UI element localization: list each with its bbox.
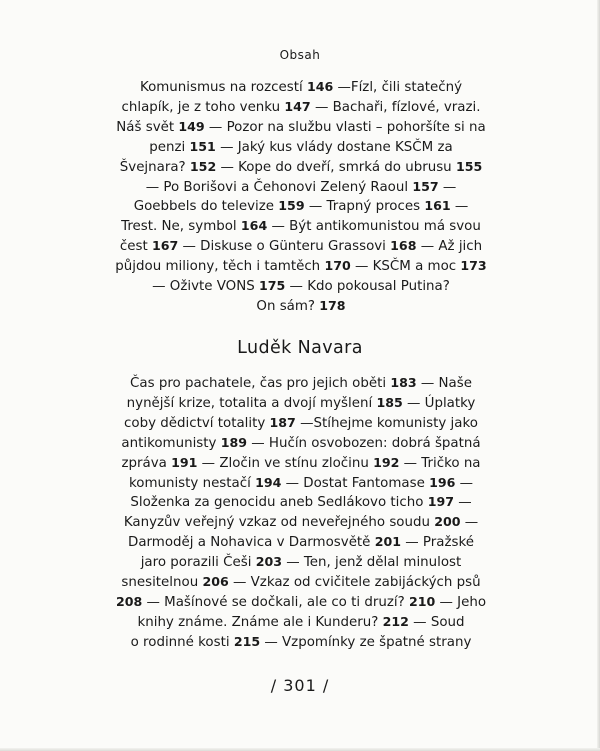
toc-section-2 [96, 374, 506, 653]
toc-entry-text: — Zločin ve stínu zločinu [197, 455, 374, 471]
toc-entry-text: — Soud [408, 614, 465, 630]
toc-line [96, 217, 506, 237]
toc-line [96, 533, 506, 553]
toc-entry-text: o rodinné kosti [130, 634, 234, 650]
page-number: / 301 / [270, 676, 330, 695]
toc-entry-text: Trest. Ne, symbol [121, 219, 241, 235]
toc-entry-text: — Pražské [400, 535, 474, 551]
toc-line [96, 118, 506, 138]
toc-entry-text: —Stíhejme komunisty jako [295, 415, 478, 431]
toc-page-number: 203 [255, 554, 282, 570]
toc-entry-text: — Oživte VONS [152, 279, 259, 295]
toc-line [96, 493, 506, 513]
toc-page-number: 183 [390, 375, 417, 390]
toc-entry-text: — [454, 495, 472, 511]
toc-line [96, 257, 506, 277]
toc-page-number: 146 [306, 79, 334, 94]
toc-page-number: 187 [269, 414, 296, 430]
toc-page-number: 178 [319, 297, 346, 313]
toc-line [96, 237, 506, 257]
toc-page-number: 173 [460, 258, 487, 274]
toc-entry-text: Čas pro pachatele, čas pro jejich oběti [130, 376, 391, 391]
toc-line [96, 98, 506, 118]
toc-page-number: 159 [278, 198, 305, 214]
toc-entry-text: — Mašínové se dočkali, ale co ti druzí? [142, 594, 409, 610]
toc-entry-text: Náš svět [116, 119, 179, 135]
toc-page-number: 194 [255, 474, 282, 490]
toc-page-number: 164 [240, 218, 268, 234]
toc-entry-text: chlapík, je z toho venku [121, 99, 285, 115]
toc-entry-text: Komunismus na rozcestí [139, 80, 307, 95]
toc-entry-text: nynější krize, totalita a dvojí myšlení [126, 395, 377, 411]
toc-page-number: 212 [382, 613, 409, 629]
toc-entry-text: zpráva [121, 455, 172, 471]
toc-line [96, 474, 506, 494]
toc-entry-text: — [450, 199, 469, 215]
toc-page-number: 196 [429, 474, 456, 490]
toc-entry-text: Složenka za genocidu aneb Sedlákovo ticho [130, 495, 428, 511]
author-heading: Luděk Navara [237, 338, 363, 358]
toc-entry-text: Kanyzův veřejný vzkaz od neveřejného soudu [123, 515, 435, 531]
toc-line [96, 513, 506, 533]
toc-page-number: 167 [151, 238, 179, 254]
toc-page-number: 208 [115, 593, 143, 609]
toc-page-number: 152 [189, 158, 217, 174]
toc-page-number: 168 [390, 238, 417, 254]
toc-entry-text: — Hučín osvobozen: dobrá špatná [247, 435, 481, 451]
toc-entry-text: — Dostat Fantomase [281, 475, 430, 491]
toc-page-number: 185 [376, 394, 403, 410]
toc-entry-text: — Být antikomunistou má svou [267, 219, 481, 235]
toc-line [96, 78, 506, 98]
toc-line [96, 197, 506, 217]
toc-entry-text: — Po Borišovi a Čehonovi Zelený Raoul [145, 179, 413, 195]
toc-entry-text: — Tričko na [399, 455, 481, 471]
running-head: Obsah [279, 48, 321, 62]
toc-line [96, 158, 506, 178]
toc-page-number: 175 [259, 278, 286, 294]
toc-entry-text: jaro porazili Češi [140, 555, 256, 571]
toc-entry-text: — Pozor na službu vlasti – pohoršíte si na [204, 119, 486, 135]
toc-page-number: 157 [412, 178, 439, 194]
toc-line [96, 613, 506, 633]
toc-entry-text: antikomunisty [121, 435, 221, 451]
toc-line [96, 414, 506, 434]
toc-section-1 [96, 78, 506, 317]
toc-entry-text: — Ten, jenž dělal minulost [281, 555, 462, 571]
toc-page-number: 215 [233, 633, 261, 649]
toc-page-number: 200 [434, 514, 461, 530]
toc-page-number: 147 [284, 98, 311, 114]
toc-page-number: 151 [189, 138, 216, 154]
toc-entry-text: — Naše [416, 376, 472, 391]
toc-line [96, 394, 506, 414]
toc-entry-text: komunisty nestačí [128, 475, 256, 491]
toc-entry-text: — Vzkaz od cvičitele zabijáckých psů [228, 575, 481, 591]
toc-line [96, 593, 506, 613]
toc-entry-text: snesitelnou [121, 575, 203, 591]
toc-entry-text: On sám? [256, 298, 320, 314]
toc-page-number: 155 [455, 158, 483, 174]
toc-page-number: 201 [374, 534, 401, 550]
toc-line [96, 573, 506, 593]
toc-entry-text: — [460, 515, 479, 531]
toc-page-number: 170 [324, 258, 351, 274]
toc-line [96, 633, 506, 653]
toc-entry-text: — [455, 475, 474, 491]
toc-entry-text: Darmoděj a Nohavica v Darmosvětě [128, 535, 375, 551]
toc-page-number: 161 [424, 198, 451, 214]
toc-page-number: 189 [220, 434, 247, 450]
toc-entry-text: penzi [149, 139, 190, 155]
toc-entry-text: — Kope do dveří, smrká do ubrusu [216, 159, 456, 175]
toc-page-number: 206 [202, 574, 229, 590]
toc-page-number: 191 [171, 454, 198, 470]
toc-line [96, 374, 506, 394]
toc-entry-text: coby dědictví totality [124, 415, 270, 431]
toc-line [96, 138, 506, 158]
toc-page-number: 210 [408, 593, 436, 609]
toc-entry-text: — Trapný proces [304, 199, 425, 215]
toc-entry-text: čest [119, 239, 152, 255]
toc-line [96, 553, 506, 573]
toc-entry-text: — Diskuse o Günteru Grassovi [178, 239, 391, 255]
toc-entry-text: —Fízl, čili statečný [333, 80, 463, 95]
toc-entry-text: půjdou miliony, těch i tamtěch [115, 259, 325, 275]
toc-line [96, 178, 506, 198]
toc-entry-text: — Bachaři, fízlové, vrazi. [310, 99, 481, 115]
toc-entry-text: — Kdo pokousal Putina? [285, 279, 450, 295]
toc-entry-text: — Až jich [416, 239, 483, 255]
toc-entry-text: — Jeho [435, 594, 487, 610]
toc-entry-text: Švejnara? [119, 159, 190, 175]
toc-line [96, 297, 506, 317]
toc-entry-text: — KSČM a moc [350, 259, 461, 275]
toc-line [96, 454, 506, 474]
toc-entry-text: — Jaký kus vlády dostane KSČM za [215, 139, 453, 155]
toc-line [96, 434, 506, 454]
toc-page-number: 197 [427, 494, 454, 510]
toc-page-number: 192 [373, 454, 400, 470]
toc-line [96, 277, 506, 297]
toc-entry-text: — Vzpomínky ze špatné strany [260, 634, 472, 650]
toc-entry-text: — Úplatky [402, 395, 476, 411]
toc-page-number: 149 [178, 118, 205, 134]
toc-entry-text: — [438, 179, 457, 195]
toc-entry-text: Goebbels do televize [133, 199, 279, 215]
toc-entry-text: knihy známe. Známe ale i Kunderu? [137, 614, 383, 630]
